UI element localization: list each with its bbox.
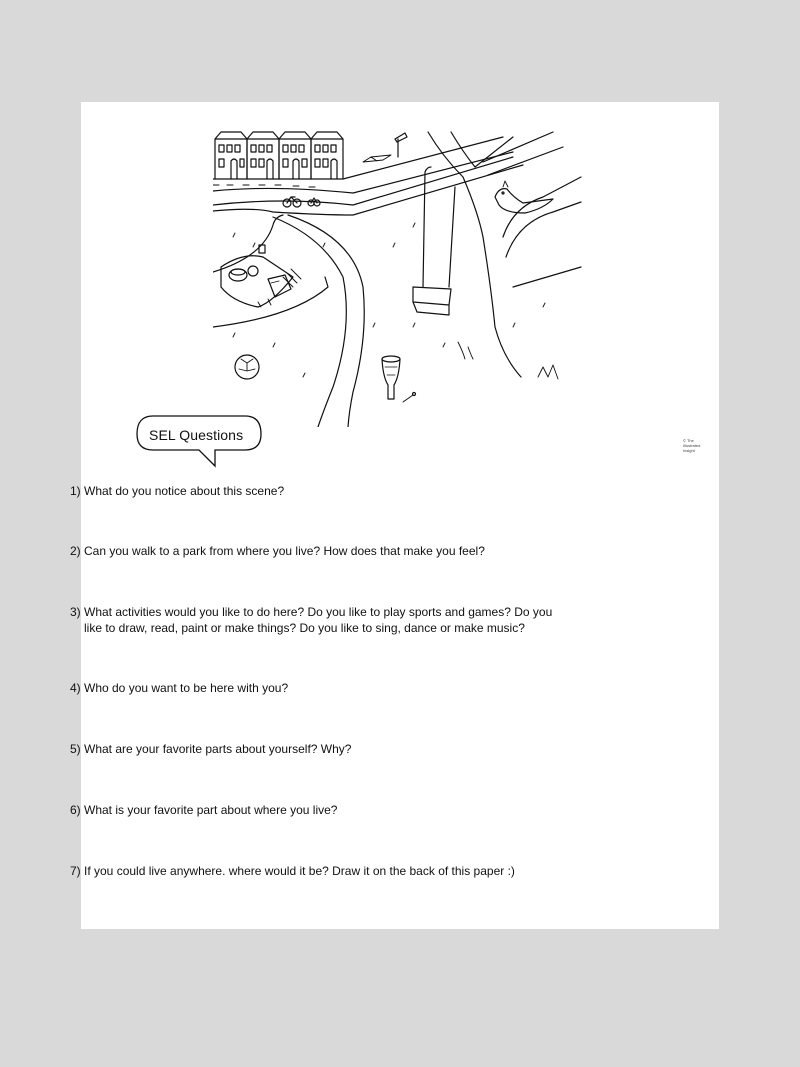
question-2: 2) Can you walk to a park from where you live? How does that make you feel? <box>70 544 485 558</box>
park-scene-drawing <box>213 127 583 427</box>
picnic-blanket-icon <box>221 245 301 307</box>
speech-bubble-icon <box>133 414 273 472</box>
illustration-credit: © The Illustrated Insight <box>683 438 701 453</box>
question-1: 1) What do you notice about this scene? <box>70 484 285 498</box>
question-3 <box>70 604 630 636</box>
drum-icon <box>382 356 416 402</box>
bird-icon <box>495 181 553 213</box>
question-3-line-2: like to draw, read, paint or make things? Do you like to sing, dance or make music? <box>84 621 525 635</box>
soccer-ball-icon <box>235 355 259 379</box>
sel-questions-heading-bubble <box>133 414 273 472</box>
bicycle-icon <box>283 197 320 207</box>
park-scene-illustration <box>213 127 701 453</box>
tree-swing-icon <box>413 132 581 379</box>
sel-questions-heading: SEL Questions <box>149 427 244 443</box>
question-5: 5) What are your favorite parts about yourself? Why? <box>70 742 352 756</box>
question-3-line-1: 3) What activities would you like to do here? Do you like to play sports and games? Do you <box>70 605 553 619</box>
question-6: 6) What is your favorite part about where you live? <box>70 803 338 817</box>
row-houses-icon <box>215 132 343 179</box>
question-7: 7) If you could live anywhere. where would it be? Draw it on the back of this paper :) <box>70 864 515 878</box>
question-4: 4) Who do you want to be here with you? <box>70 681 289 695</box>
